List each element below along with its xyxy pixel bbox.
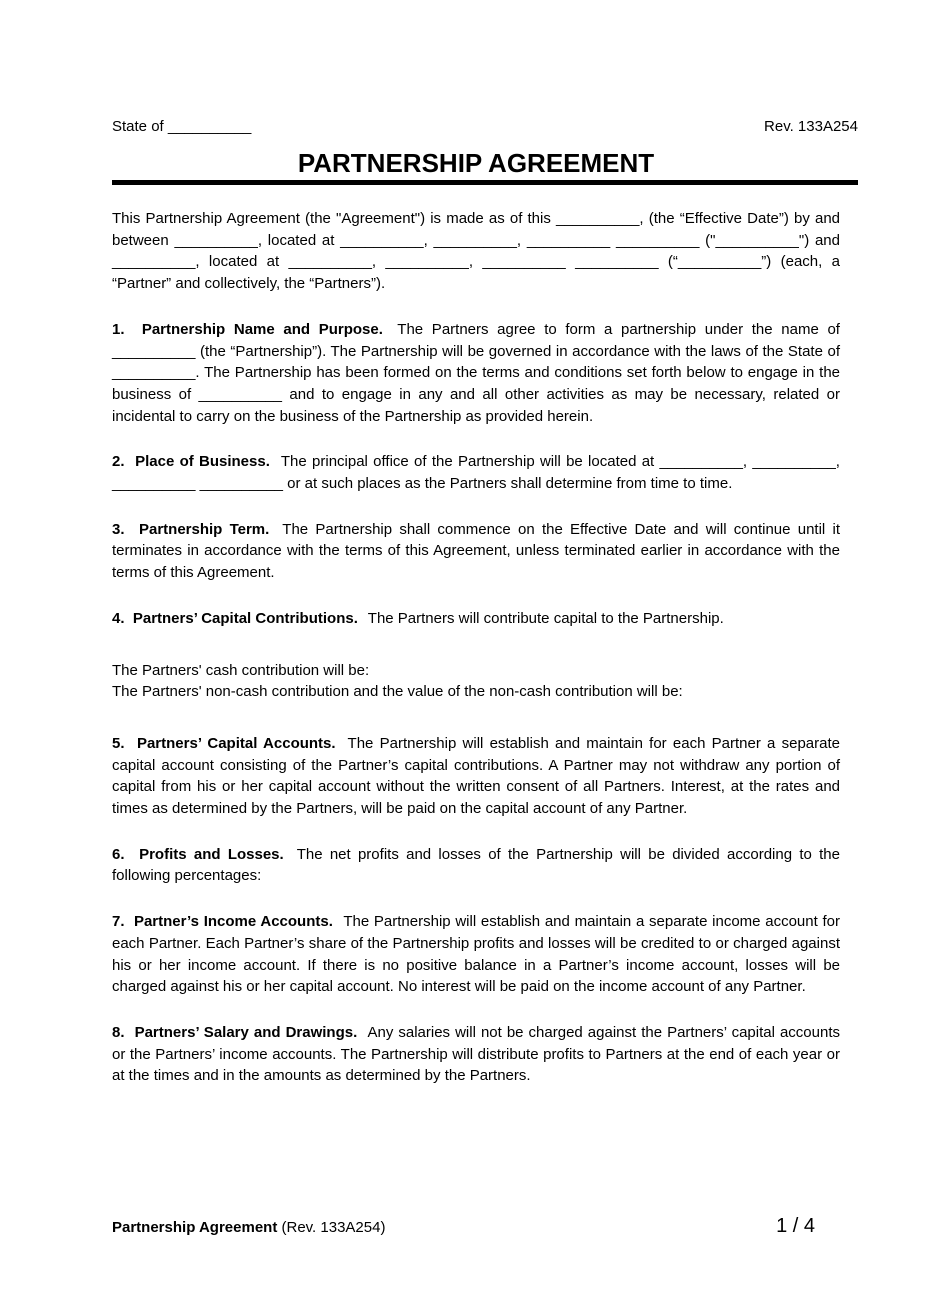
- section-2-heading: 2. Place of Business.: [112, 453, 270, 471]
- section-1-body: The Partners agree to form a partnership under the name of __________ (the “Partnership”). The Partnership will be governed in accordance with the laws of the State of __________. The Partnership has been formed on the terms and conditions set forth below to engage in the business of __________ and to engage in any and all other activities as may be necessary, related or incidental to carry on the business of the Partnership as provided herein.: [112, 320, 840, 425]
- revision-label: Rev. 133A254: [764, 118, 858, 135]
- section-1: [112, 319, 840, 428]
- page-footer: [112, 1216, 840, 1239]
- section-3-body: The Partnership shall commence on the Effective Date and will continue until it terminates in accordance with the terms of this Agreement, unless terminated earlier in accordance with the terms of this Agreement.: [112, 520, 840, 582]
- page-title: PARTNERSHIP AGREEMENT: [297, 148, 655, 178]
- section-7: [112, 911, 840, 998]
- section-4: [112, 608, 840, 630]
- section-3: [112, 519, 840, 584]
- section-6: [112, 844, 840, 887]
- section-4-heading: 4. Partners’ Capital Contributions.: [112, 609, 358, 627]
- section-2: [112, 451, 840, 494]
- section-5: [112, 733, 840, 820]
- section-6-body: The net profits and losses of the Partnership will be divided according to the following percentages:: [112, 845, 840, 885]
- section-7-heading: 7. Partner’s Income Accounts.: [112, 913, 333, 931]
- section-4-body: The Partners will contribute capital to the Partnership.: [367, 609, 724, 627]
- section-8-heading: 8. Partners’ Salary and Drawings.: [112, 1023, 358, 1041]
- page-header: [112, 118, 858, 135]
- footer-title-bold: Partnership Agreement: [112, 1219, 278, 1236]
- state-of-field: State of __________: [112, 118, 252, 135]
- section-5-heading: 5. Partners’ Capital Accounts.: [112, 734, 336, 752]
- section-5-body: The Partnership will establish and maintain for each Partner a separate capital account consisting of the Partner’s capital contributions. A Partner may not withdraw any portion of capital from his or her capital account without the written consent of all Partners. Interest, at the rates and times as determined by the Partners, will be paid on the capital account of any Partner.: [112, 734, 840, 818]
- section-3-heading: 3. Partnership Term.: [112, 520, 270, 538]
- cash-contribution-line: The Partners' cash contribution will be:: [112, 661, 370, 679]
- footer-doc-title: [112, 1217, 385, 1239]
- section-2-body: The principal office of the Partnership will be located at __________, __________, __________ __________ or at such places as the Partners shall determine from time to time.: [112, 453, 840, 493]
- title-divider: [112, 180, 858, 185]
- section-6-heading: 6. Profits and Losses.: [112, 845, 284, 863]
- section-8: [112, 1022, 840, 1087]
- section-1-heading: 1. Partnership Name and Purpose.: [112, 320, 383, 338]
- footer-rev-label: (Rev. 133A254): [281, 1219, 386, 1236]
- section-8-body: Any salaries will not be charged against the Partners’ capital accounts or the Partners’ income accounts. The Partnership will distribute profits to Partners at the end of each year or at the times and in the amounts as determined by the Partners.: [112, 1023, 841, 1085]
- section-7-body: The Partnership will establish and maintain a separate income account for each Partner. Each Partner’s share of the Partnership profits and losses will be credited to or charged against his or her income account. If there is no positive balance in a Partner’s income account, losses will be charged against his or her capital account. No interest will be paid on the income account of any Partner.: [112, 913, 840, 996]
- page-number: 1 / 4: [776, 1215, 815, 1237]
- capital-contribution-lines: [112, 660, 840, 703]
- noncash-contribution-line: The Partners' non-cash contribution and the value of the non-cash contribution will be:: [112, 683, 683, 701]
- intro-paragraph: This Partnership Agreement (the "Agreement") is made as of this __________, (the “Effective Date”) by and between __________, located at __________, __________, __________ __________ ("__________") and __________, located at __________, __________, __________ __________ (“__________”) (each, a “Partner” and collectively, the “Partners”).: [112, 210, 840, 293]
